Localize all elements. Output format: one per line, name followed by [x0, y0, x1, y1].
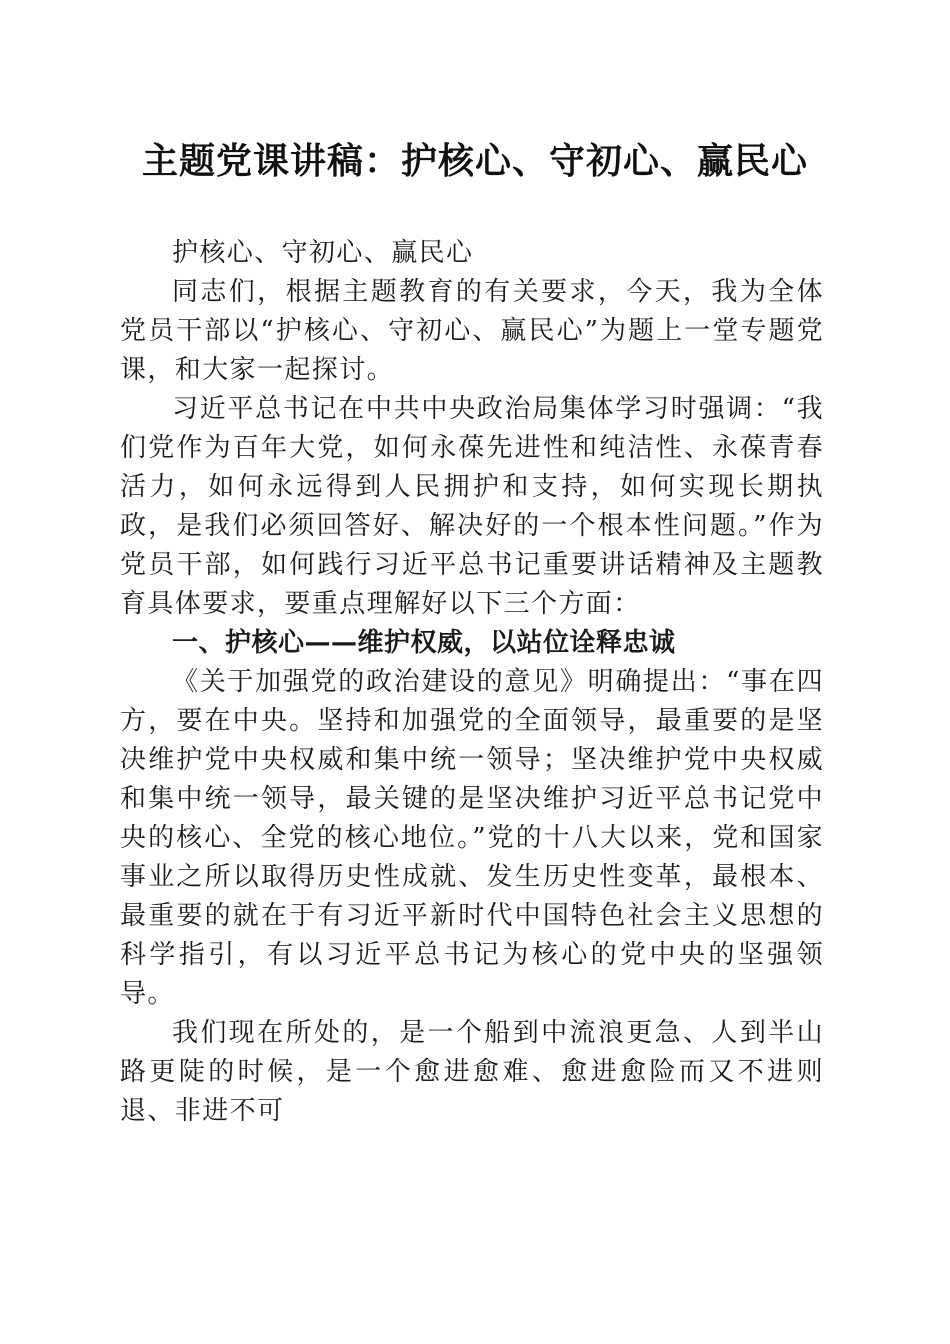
paragraph-continued: 我们现在所处的，是一个船到中流浪更急、人到半山路更陡的时候，是一个愈进愈难、愈进愈险而又不进则退、非进不可	[120, 1018, 824, 1126]
section-heading-1: 一、护核心——维护权威，以站位诠释忠诚	[172, 628, 676, 658]
paragraph-intro: 同志们，根据主题教育的有关要求，今天，我为全体党员干部以“护核心、守初心、赢民心”为题上一堂专题党课，和大家一起探讨。	[120, 277, 824, 385]
paragraph-subtitle: 护核心、守初心、赢民心	[172, 238, 474, 268]
paragraph-quote: 习近平总书记在中共中央政治局集体学习时强调：“我们党作为百年大党，如何永葆先进性和纯洁性、永葆青春活力，如何永远得到人民拥护和支持，如何实现长期执政，是我们必须回答好、解决好的一个根本性问题。”作为党员干部，如何践行习近平总书记重要讲话精神及主题教育具体要求，要重点理解好以下三个方面：	[120, 394, 824, 619]
document-body	[120, 234, 824, 1131]
document-title: 主题党课讲稿：护核心、守初心、赢民心	[141, 140, 808, 182]
paragraph-section-1: 《关于加强党的政治建设的意见》明确提出：“事在四方，要在中央。坚持和加强党的全面领导，最重要的是坚决维护党中央权威和集中统一领导；坚决维护党中央权威和集中统一领导，最关键的是坚决维护习近平总书记党中央的核心、全党的核心地位。”党的十八大以来，党和国家事业之所以取得历史性成就、发生历史性变革，最根本、最重要的就在于有习近平新时代中国特色社会主义思想的科学指引，有以习近平总书记为核心的党中央的坚强领导。	[120, 667, 824, 1009]
